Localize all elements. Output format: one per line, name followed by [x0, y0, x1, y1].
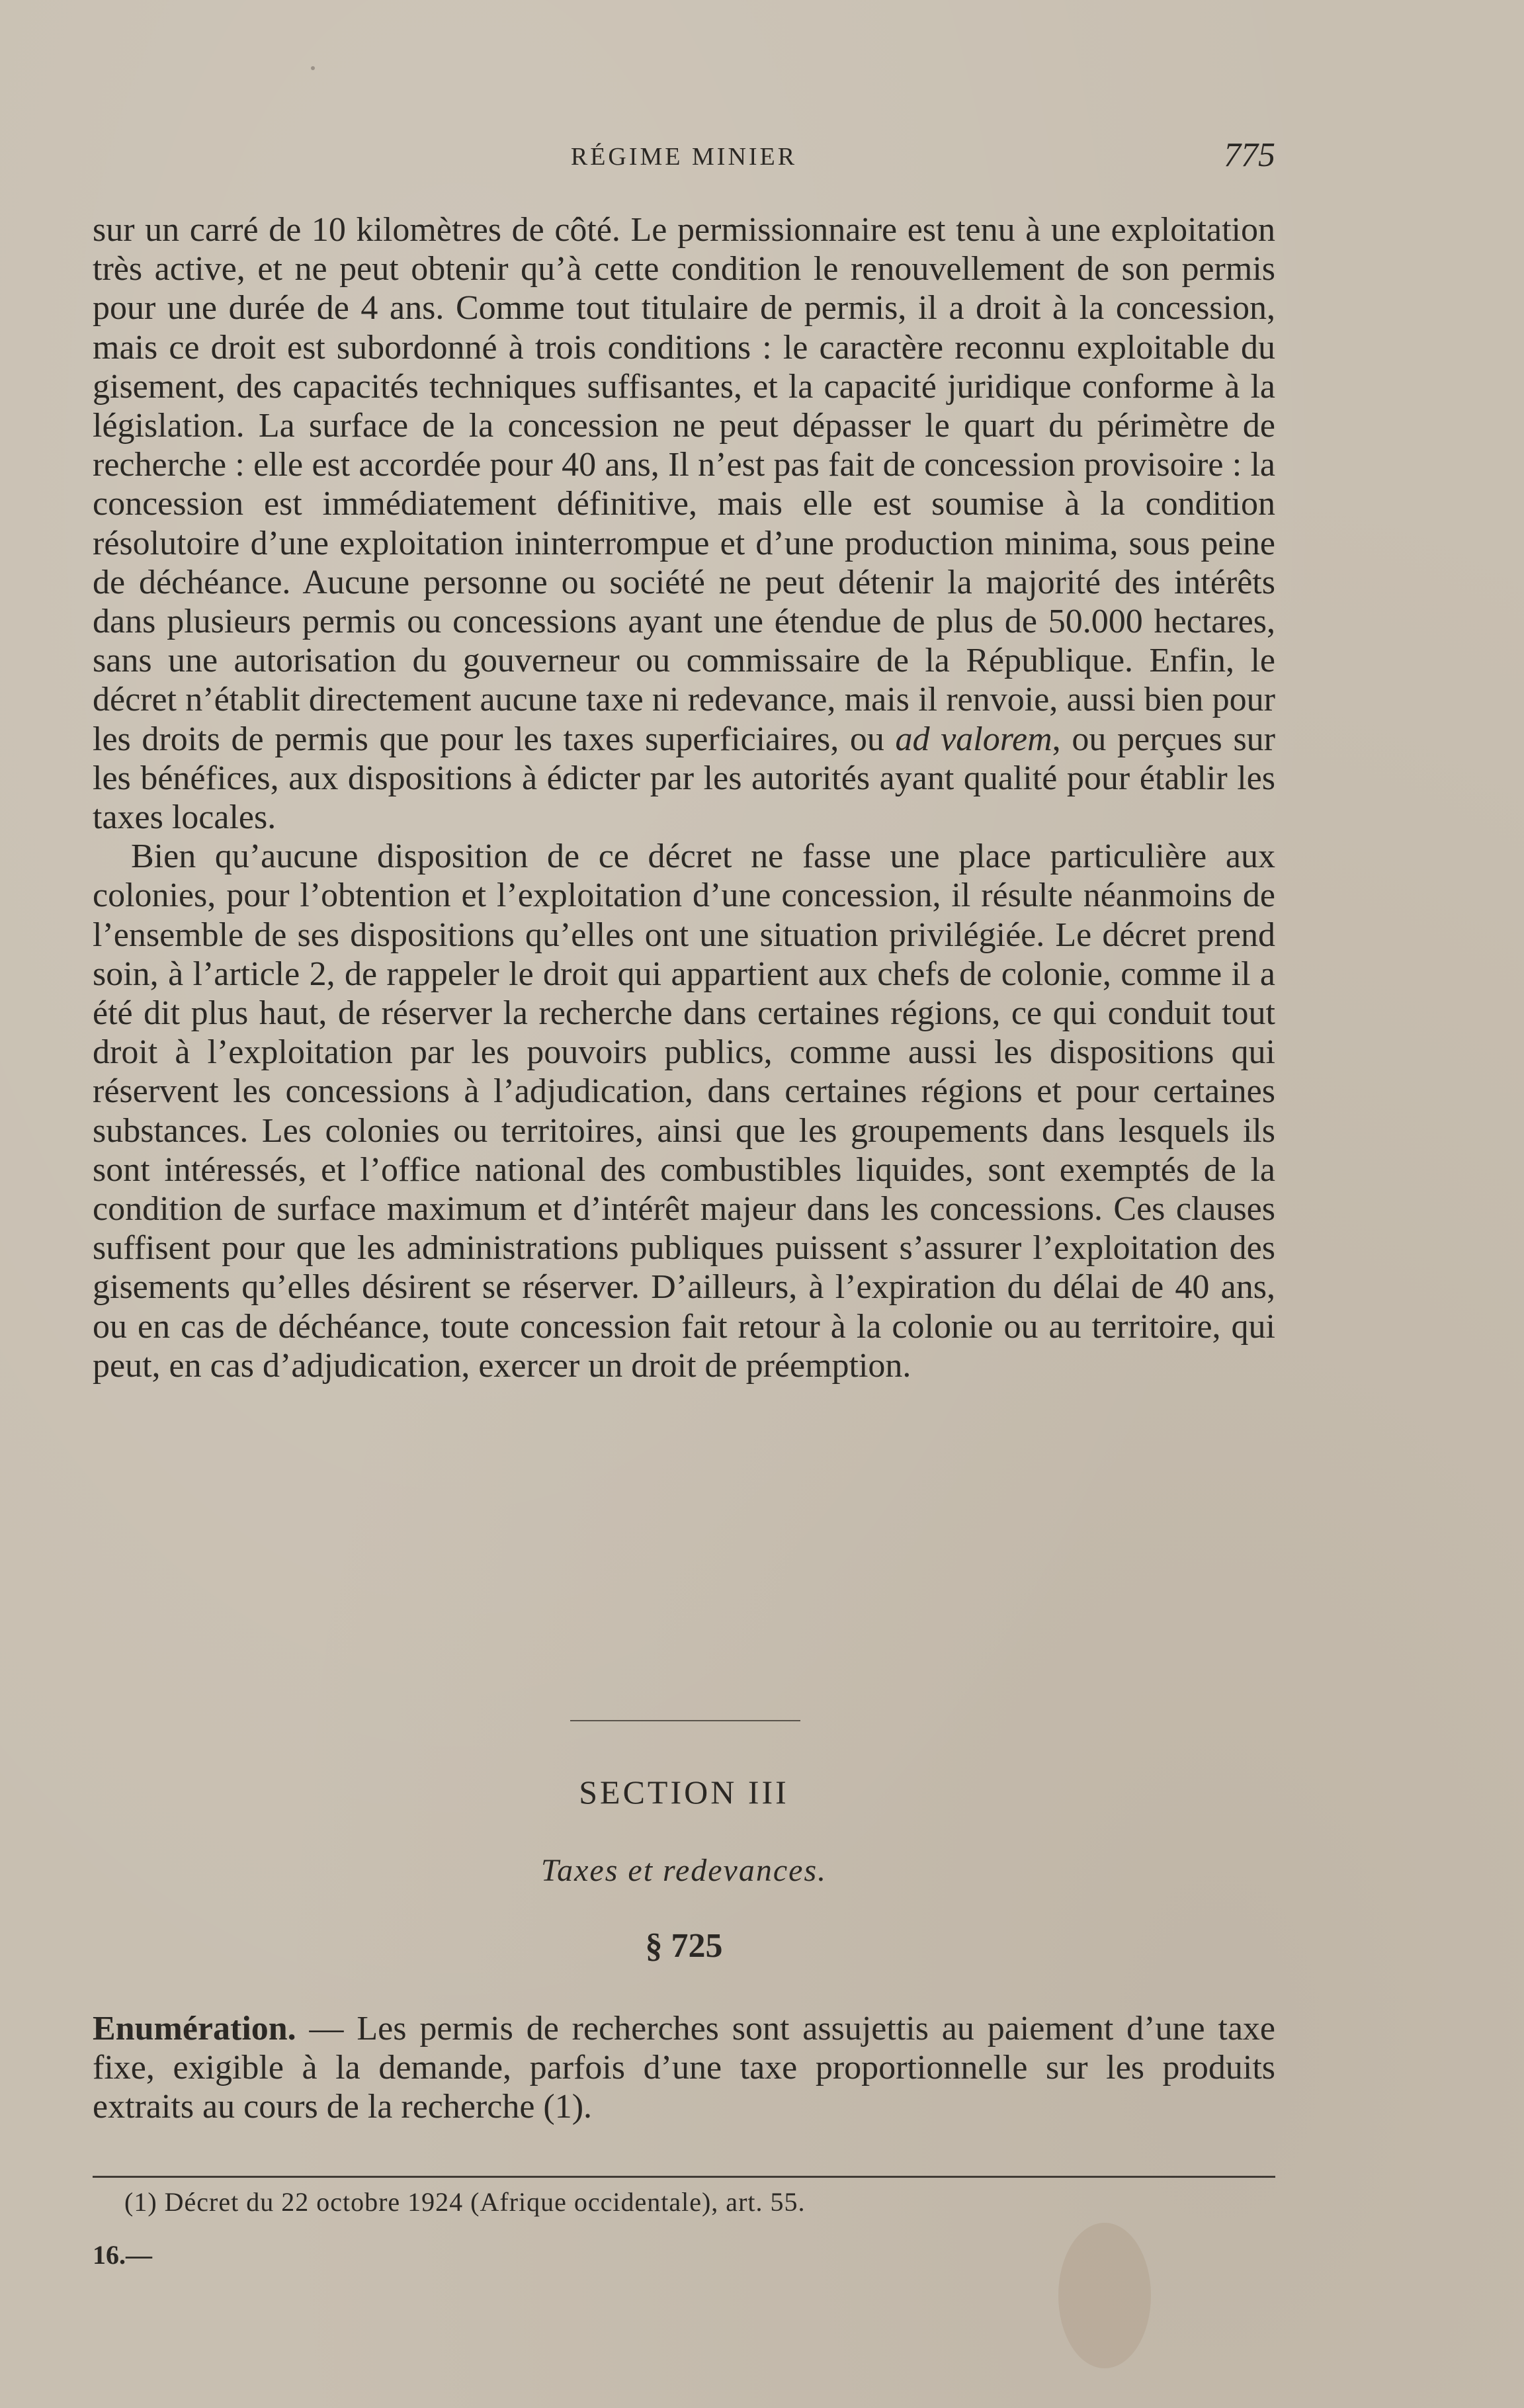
enumeration-lead: Enumération.: [93, 2010, 296, 2047]
paragraph-1-text-b: , ou perçues sur les bénéfices, aux dispositions à édicter par les autorités ayant qualité pour établir les taxes locales.: [93, 720, 1276, 837]
enumeration-text: — Les permis de recherches sont assujettis au paiement d’une taxe fixe, exigible à la demande, parfois d’une taxe proportionnelle sur les produits extraits au cours de la recherche (1).: [93, 2010, 1275, 2126]
footnote-rule: [93, 2176, 1275, 2178]
paragraph-1-italic-term: ad valorem: [895, 720, 1052, 758]
section-subtitle: Taxes et redevances.: [540, 1853, 827, 1888]
signature-mark: 16.—: [93, 2240, 152, 2270]
body-text: [93, 210, 1275, 1385]
section-number: § 725: [645, 1927, 723, 1965]
section-divider: [570, 1720, 800, 1721]
footnote: (1) Décret du 22 octobre 1924 (Afrique occidentale), art. 55.: [124, 2187, 806, 2217]
page-number: 775: [1224, 136, 1275, 174]
paper-stain: [1058, 2223, 1151, 2368]
running-title: RÉGIME MINIER: [570, 143, 798, 171]
paragraph-1: [93, 210, 1275, 837]
paragraph-1-text-a: sur un carré de 10 kilomètres de côté. Le permissionnaire est tenu à une exploitation très active, et ne peut obtenir qu’à cette condition le renouvellement de son permis pour une durée de 4 ans. Comme tout titulaire de permis, il a droit à la concession, mais ce droit est subordonné à trois conditions : le caractère reconnu exploitable du gisement, des capacités techniques suffisantes, et la capacité juridique conforme à la législation. La surface de la concession ne peut dépasser le quart du périmètre de recherche : elle est accordée pour 40 ans, Il n’est pas fait de concession provisoire : la concession est immédiatement définitive, mais elle est soumise à la condition résolutoire d’une exploitation ininterrompue et d’une production minima, sous peine de déchéance. Aucune personne ou société ne peut détenir la majorité des intérêts dans plusieurs permis ou concessions ayant une étendue de plus de 50.000 hectares, sans une autorisation du gouverneur ou commissaire de la République. Enfin, le décret n’établit directement aucune taxe ni redevance, mais il renvoie, aussi bien pour les droits de permis que pour les taxes superficiaires, ou: [93, 211, 1275, 758]
section-heading: SECTION III: [579, 1774, 789, 1811]
running-head: [93, 136, 1275, 182]
enumeration-paragraph: [93, 2009, 1275, 2127]
ink-speck: [311, 66, 315, 70]
paragraph-2: Bien qu’aucune disposition de ce décret ne fasse une place particulière aux colonies, pour l’obtention et l’exploitation d’une concession, il résulte néanmoins de l’ensemble de ses dispositions qu’elles ont une situation privilégiée. Le décret prend soin, à l’article 2, de rappeler le droit qui appartient aux chefs de colonie, comme il a été dit plus haut, de réserver la recherche dans certaines régions, ce qui conduit tout droit à l’exploitation par les pouvoirs publics, comme aussi les dispositions qui réservent les concessions à l’adjudication, dans certaines régions et pour certaines substances. Les colonies ou territoires, ainsi que les groupements dans lesquels ils sont intéressés, et l’office national des combustibles liquides, sont exemptés de la condition de surface maximum et d’intérêt majeur dans les concessions. Ces clauses suffisent pour que les administrations publiques puissent s’assurer l’exploitation des gisements qu’elles désirent se réserver. D’ailleurs, à l’expiration du délai de 40 ans, ou en cas de déchéance, toute concession fait retour à la colonie ou au territoire, qui peut, en cas d’adjudication, exercer un droit de préemption.: [93, 838, 1275, 1385]
